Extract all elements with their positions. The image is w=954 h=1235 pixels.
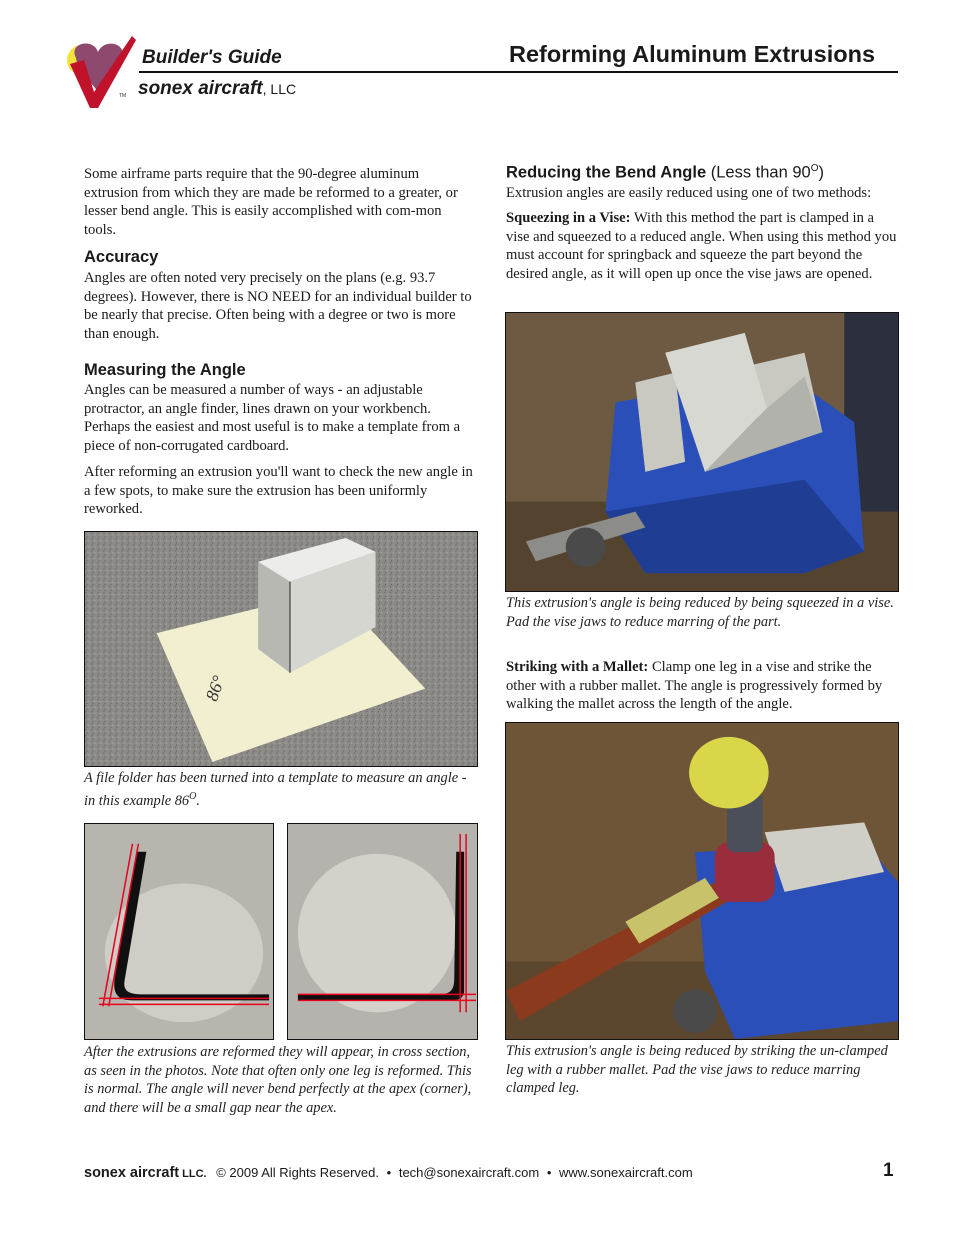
caption-end: . [196,792,200,809]
page-number: 1 [883,1160,894,1181]
footer-copyright: © 2009 All Rights Reserved. [216,1165,380,1180]
cross-section-photo-right [287,823,478,1040]
mallet-paragraph [506,658,900,714]
footer [84,1165,693,1181]
vise-photo [505,312,899,592]
reducing-heading-rest: (Less than 90 [706,163,811,182]
measuring-paragraph-2: After reforming an extrusion you'll want to check the new angle in a few spots, to make sure the extrusion has been uniformly reworked. [84,464,473,518]
sonex-logo [64,34,138,110]
builders-guide-label: Builder's Guide [142,47,282,68]
measuring-paragraph-1: Angles can be measured a number of ways - an adjustable protractor, an angle finder, lines drawn on your workbench. Perhaps the easiest and most useful is to make a template from a piece of non-corrugated cardboard. [84,382,461,454]
reducing-intro: Extrusion angles are easily reduced using one of two methods: [506,185,872,201]
degree-superscript: O [189,790,197,802]
vise-caption: This extrusion's angle is being reduced by being squeezed in a vise. Pad the vise jaws to reduce marring of the part. [506,595,894,630]
company-name-header [138,78,296,100]
trademark-mark: TM [119,93,127,99]
company-name: sonex aircraft [138,78,263,99]
vise-text: With this method the part is clamped in a vise and squeezed to a reduced angle. When using this method you must account for springback and squeeze the part beyond the desired angle, as it will open up once the vise jaws are opened. [506,210,897,282]
footer-website[interactable]: www.sonexaircraft.com [559,1165,693,1180]
mallet-photo [505,722,899,1040]
reducing-heading [506,163,824,183]
intro-paragraph: Some airframe parts require that the 90-degree aluminum extrusion from which they are made be reformed to a greater, or lesser bend angle. This is easily accomplished with com-mon tools. [84,166,458,238]
vise-label: Squeezing in a Vise: [506,210,631,226]
measuring-heading: Measuring the Angle [84,361,246,379]
reducing-heading-bold: Reducing the Bend Angle [506,163,707,182]
accuracy-heading: Accuracy [84,248,159,266]
cross-section-caption: After the extrusions are reformed they will appear, in cross section, as seen in the photos. Note that often only one leg is reformed. This is normal. The angle will never bend perfectly at the apex (corner), and there will be a small gap near the apex. [84,1044,472,1116]
mallet-caption: This extrusion's angle is being reduced by striking the un-clamped leg with a rubber mallet. Pad the vise jaws to reduce marring clamped leg. [506,1043,888,1097]
template-photo [84,531,478,767]
cross-section-photo-left [84,823,274,1040]
mallet-label: Striking with a Mallet: [506,659,649,675]
vise-paragraph [506,209,898,283]
footer-company-suffix: LLC. [179,1168,207,1180]
accuracy-paragraph: Angles are often noted very precisely on the plans (e.g. 93.7 degrees). However, there is NO NEED for an individual builder to be nearly that precise. Often being with a degree or two is more than enough. [84,270,472,342]
header-divider [139,71,898,73]
footer-bullet-2: • [546,1165,552,1180]
reducing-heading-close: ) [818,163,825,182]
rubber-mallet-head [689,737,769,809]
footer-email[interactable]: tech@sonexaircraft.com [398,1165,540,1180]
mallet-text: Clamp one leg in a vise and strike the other with a rubber mallet. The angle is progressively formed by walking the mallet across the length of the angle. [506,659,883,713]
footer-bullet-1: • [386,1165,392,1180]
template-angle-label: 86° [201,673,229,704]
reducing-degree-superscript: O [810,163,819,174]
logo-heart-check-icon [64,34,138,110]
template-photo-caption [84,769,476,810]
page-title: Reforming Aluminum Extrusions [509,41,876,67]
company-suffix: , LLC [262,81,297,97]
footer-company: sonex aircraft [84,1165,180,1181]
template-caption-text: A file folder has been turned into a template to measure an angle - in this example 86 [84,770,467,809]
